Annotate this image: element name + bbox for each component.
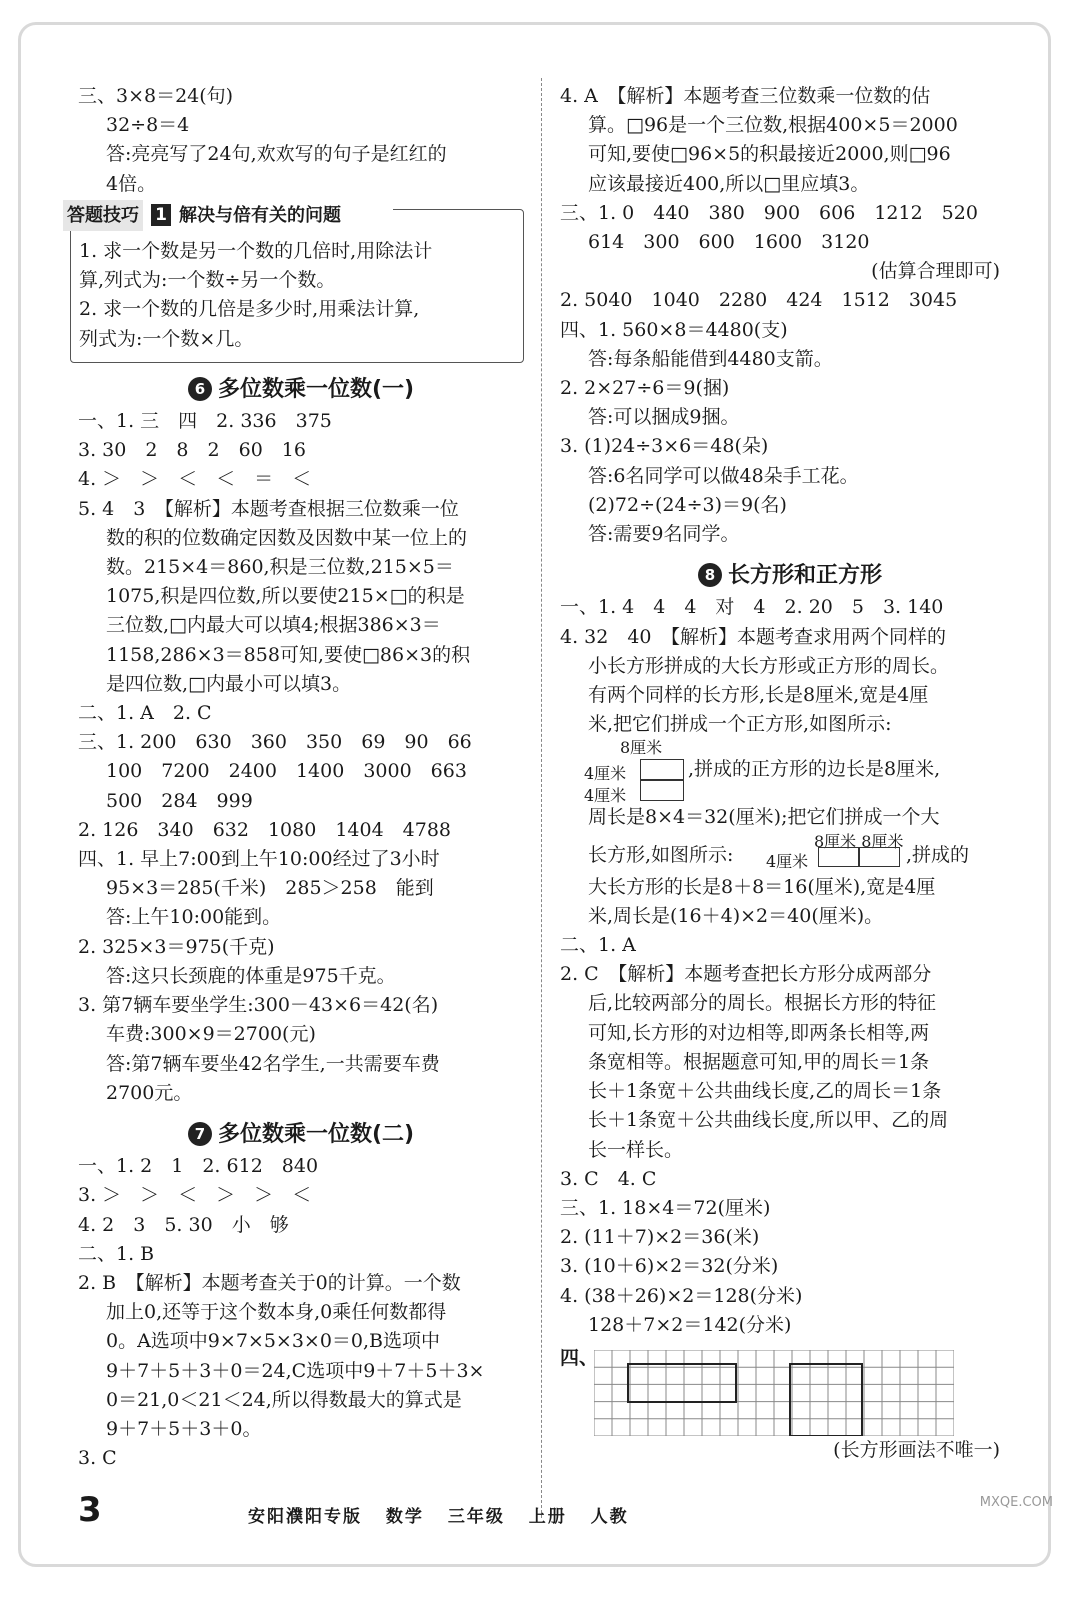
tip-box <box>67 204 524 363</box>
answer-line: 2. 5040 1040 2280 424 1512 3045 <box>560 289 958 312</box>
answer-line: 答:上午10:00能到。 <box>106 906 282 929</box>
small-rectangle <box>818 847 860 867</box>
answer-line: 3. 30 2 8 2 60 16 <box>78 439 306 462</box>
answer-line: 车费:300×9＝2700(元) <box>106 1023 316 1046</box>
fig-label: 4厘米 <box>584 764 627 784</box>
answer-line: 后,比较两部分的周长。根据长方形的特征 <box>588 992 937 1015</box>
answer-line: 4. A 【解析】本题考查三位数乘一位数的估 <box>560 85 931 107</box>
answer-line: 2. 126 340 632 1080 1404 4788 <box>78 818 452 841</box>
answer-line: 3. (1)24÷3×6＝48(朵) <box>560 435 769 458</box>
answer-line: 2. C 【解析】本题考查把长方形分成两部分 <box>560 963 932 986</box>
answer-line: 2700元。 <box>106 1081 193 1104</box>
fig-text: 长方形,如图所示: <box>588 843 734 866</box>
answer-line: 周长是8×4＝32(厘米);把它们拼成一个大 <box>588 806 940 829</box>
answer-line: 答:每条船能借到4480支箭。 <box>588 347 833 370</box>
answer-line: 1075,积是四位数,所以要使215×□的积是 <box>106 585 465 608</box>
left-column <box>67 82 524 1473</box>
answer-line: 是四位数,□内最小可以填3。 <box>106 672 352 695</box>
answers-block <box>560 286 1020 549</box>
answer-line: 3. (10＋6)×2＝32(分米) <box>560 1255 779 1278</box>
section-heading-8 <box>560 561 1020 590</box>
answer-line: 可知,要使□96×5的积最接近2000,则□96 <box>588 143 951 166</box>
grid-drawing <box>594 1350 954 1436</box>
answer-line: 614 300 600 1600 3120 <box>588 231 870 254</box>
section-7-answers <box>78 1152 524 1473</box>
answer-line: 应该最接近400,所以□里应填3。 <box>588 172 870 195</box>
rectangle-figure <box>560 833 1020 873</box>
grid-answer <box>560 1344 1020 1436</box>
answer-line: 9＋7＋5＋3＋0。 <box>106 1417 262 1440</box>
square-figure <box>560 738 1020 806</box>
answer-line: 四、1. 早上7:00到上午10:00经过了3小时 <box>78 848 440 871</box>
fig-label: 8厘米 8厘米 <box>814 831 904 851</box>
answer-line: 2. 2×27÷6＝9(捆) <box>560 377 730 400</box>
tip-line: 1. 求一个数是另一个数的几倍时,用除法计 <box>79 240 433 263</box>
section-number: 7 <box>188 1122 212 1146</box>
answer-line: 9＋7＋5＋3＋0＝24,C选项中9＋7＋5＋3× <box>106 1359 485 1382</box>
tip-header <box>63 200 393 231</box>
answer-line: 长一样长。 <box>588 1138 684 1161</box>
tip-line: 2. 求一个数的几倍是多少时,用乘法计算, <box>79 298 420 321</box>
answer-line: 500 284 999 <box>106 789 253 812</box>
section-number: 8 <box>698 563 722 587</box>
fig-text: ,拼成的 <box>906 843 970 866</box>
answer-line: 一、1. 4 4 4 对 4 2. 20 5 3. 140 <box>560 596 944 619</box>
column-divider <box>541 78 542 1518</box>
answers-block <box>560 82 1020 257</box>
answer-line: 4倍。 <box>106 172 157 195</box>
answer-line: 2. B 【解析】本题考查关于0的计算。一个数 <box>78 1271 461 1294</box>
answer-line: 三、1. 0 440 380 900 606 1212 520 <box>560 201 978 224</box>
answer-line: 二、1. A 2. C <box>78 702 212 725</box>
tip-line: 算,列式为:一个数÷另一个数。 <box>79 269 336 292</box>
answer-line: 数。215×4＝860,积是三位数,215×5＝ <box>106 556 454 579</box>
answer-line: 3. ＞ ＞ ＜ ＞ ＞ ＜ <box>78 1184 312 1207</box>
tip-number: 1 <box>151 204 171 226</box>
page-footer <box>78 1488 1038 1528</box>
answer-line: 2. (11＋7)×2＝36(米) <box>560 1226 760 1249</box>
answer-line: 二、1. A <box>560 934 636 957</box>
answer-line: 32÷8＝4 <box>106 114 190 137</box>
answer-line: 4. 2 3 5. 30 小 够 <box>78 1213 289 1236</box>
tip-line: 列式为:一个数×几。 <box>79 327 254 350</box>
answer-line: 三、1. 200 630 360 350 69 90 66 <box>78 731 472 754</box>
tip-title: 答题技巧 <box>63 200 143 231</box>
answer-line: 3. C <box>78 1447 117 1470</box>
drawn-rectangle-2 <box>790 1364 862 1436</box>
fig-text: ,拼成的正方形的边长是8厘米, <box>688 758 941 781</box>
answer-line: 答:可以捆成9捆。 <box>588 406 740 429</box>
section-title: 长方形和正方形 <box>727 563 882 589</box>
answer-line: 一、1. 2 1 2. 612 840 <box>78 1155 319 1178</box>
answer-line: 95×3＝285(千米) 285＞258 能到 <box>106 877 434 900</box>
fig-label: 4厘米 <box>584 786 627 806</box>
small-rectangle <box>858 847 900 867</box>
answer-line: 加上0,还等于这个数本身,0乘任何数都得 <box>106 1301 447 1324</box>
answer-line: 100 7200 2400 1400 3000 663 <box>106 760 467 783</box>
section-heading-7 <box>78 1120 524 1149</box>
answer-line: 答:这只长颈鹿的体重是975千克。 <box>106 964 396 987</box>
answer-line: 三、1. 18×4＝72(厘米) <box>560 1196 771 1219</box>
right-column <box>560 82 1020 1465</box>
answer-line: 米,周长是(16＋4)×2＝40(厘米)。 <box>588 904 884 927</box>
answer-line: 4. 32 40 【解析】本题考查求用两个同样的 <box>560 625 947 648</box>
answer-line: 三、3×8＝24(句) <box>78 85 234 107</box>
section-6-answers <box>78 407 524 1108</box>
answer-line: 5. 4 3 【解析】本题考查根据三位数乘一位 <box>78 497 459 520</box>
answer-line: 四、1. 560×8＝4480(支) <box>560 318 788 341</box>
answer-line: 答:需要9名同学。 <box>588 523 740 546</box>
answers-block <box>560 873 1020 1340</box>
small-rectangle <box>640 759 684 781</box>
answer-line: 128＋7×2＝142(分米) <box>588 1313 792 1336</box>
answers-block <box>560 593 1020 739</box>
answer-line: 长＋1条宽＋公共曲线长度,所以甲、乙的周 <box>588 1109 949 1132</box>
answer-line: 4. (38＋26)×2＝128(分米) <box>560 1284 803 1307</box>
footer-text: 安阳濮阳专版 数学 三年级 上册 人教 <box>248 1507 629 1527</box>
section-title: 多位数乘一位数(一) <box>217 376 415 402</box>
answer-line: 三位数,□内最大可以填4;根据386×3＝ <box>106 614 441 637</box>
answer-line: (2)72÷(24÷3)＝9(名) <box>588 493 787 516</box>
fig-label: 4厘米 <box>766 851 809 871</box>
answer-line: 一、1. 三 四 2. 336 375 <box>78 410 332 433</box>
answer-line: 二、1. B <box>78 1242 155 1265</box>
answer-line: 答:第7辆车要坐42名学生,一共需要车费 <box>106 1052 440 1075</box>
answer-line: 0。A选项中9×7×5×3×0＝0,B选项中 <box>106 1330 441 1353</box>
small-rectangle <box>640 779 684 801</box>
answer-line: 长＋1条宽＋公共曲线长度,乙的周长＝1条 <box>588 1080 942 1103</box>
section-title: 多位数乘一位数(二) <box>217 1121 415 1147</box>
section-heading-6 <box>78 375 524 404</box>
answer-label: 四、 <box>560 1346 599 1369</box>
answer-line: 有两个同样的长方形,长是8厘米,宽是4厘 <box>588 684 929 707</box>
answer-line: 条宽相等。根据题意可知,甲的周长＝1条 <box>588 1050 930 1073</box>
answer-line: 0＝21,0＜21＜24,所以得数最大的算式是 <box>106 1388 462 1411</box>
section-number: 6 <box>188 377 212 401</box>
answer-line: 4. ＞ ＞ ＜ ＜ ＝ ＜ <box>78 468 312 491</box>
answer-line: 2. 325×3＝975(千克) <box>78 935 275 958</box>
watermark: MXQE.COM <box>979 1495 1053 1510</box>
note: (长方形画法不唯一) <box>833 1438 1000 1461</box>
answer-line: 数的积的位数确定因数及因数中某一位上的 <box>106 526 468 549</box>
page-number: 3 <box>78 1490 102 1530</box>
note: (估算合理即可) <box>871 260 1000 283</box>
answer-line: 大长方形的长是8＋8＝16(厘米),宽是4厘 <box>588 875 936 898</box>
answer-line: 3. C 4. C <box>560 1167 657 1190</box>
answer-line: 小长方形拼成的大长方形或正方形的周长。 <box>588 654 950 677</box>
answer-line: 1158,286×3＝858可知,要使□86×3的积 <box>106 643 471 666</box>
answer-line: 可知,长方形的对边相等,即两条长相等,两 <box>588 1021 930 1044</box>
answer-line: 答:亮亮写了24句,欢欢写的句子是红红的 <box>106 143 447 166</box>
answer-line: 米,把它们拼成一个正方形,如图所示: <box>588 713 892 736</box>
answer-line: 3. 第7辆车要坐学生:300－43×6＝42(名) <box>78 994 439 1017</box>
fig-label: 8厘米 <box>620 738 663 758</box>
answer-line: 答:6名同学可以做48朵手工花。 <box>588 464 859 487</box>
tip-subtitle: 解决与倍有关的问题 <box>179 204 341 226</box>
answer-line: 算。□96是一个三位数,根据400×5＝2000 <box>588 114 958 137</box>
